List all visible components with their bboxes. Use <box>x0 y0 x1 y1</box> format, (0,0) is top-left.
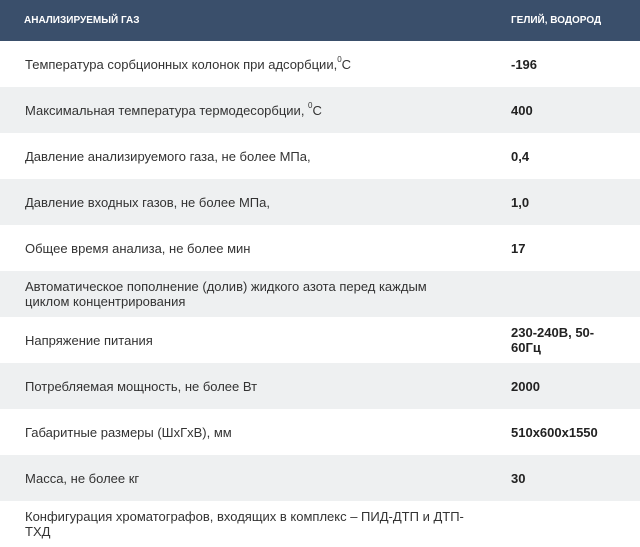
row-value: 17 <box>511 240 526 256</box>
table-header-row <box>0 0 640 41</box>
row-param: Габаритные размеры (ШхГхВ), мм <box>25 424 232 440</box>
row-param: Конфигурация хроматографов, входящих в комплекс – ПИД-ДТП и ДТП-ТХД <box>25 509 464 539</box>
row-param: Максимальная температура термодесорбции, $^0$С <box>25 101 322 118</box>
table-row <box>0 87 640 133</box>
table-row <box>0 363 640 409</box>
table-row <box>0 225 640 271</box>
row-value <box>489 501 640 547</box>
row-param: Давление входных газов, не более МПа, <box>25 194 270 210</box>
table-row <box>0 179 640 225</box>
row-param: Температура сорбционных колонок при адсорбции,$^0$С <box>25 55 352 72</box>
row-param: Автоматическое пополнение (долив) жидкого азота перед каждым циклом концентрирования <box>25 279 427 309</box>
table-row <box>0 41 640 87</box>
row-value <box>489 271 640 317</box>
row-value: 230-240В, 50-60Гц <box>511 325 595 355</box>
row-param: Потребляемая мощность, не более Вт <box>25 378 258 394</box>
row-value: 1,0 <box>511 194 530 210</box>
table-row <box>0 409 640 455</box>
row-param: Масса, не более кг <box>25 470 140 486</box>
row-value: 400 <box>511 102 533 118</box>
table-row <box>0 455 640 501</box>
row-param: Общее время анализа, не более мин <box>25 240 251 256</box>
row-param: Напряжение питания <box>25 332 153 348</box>
table-row <box>0 133 640 179</box>
row-param: Давление анализируемого газа, не более МПа, <box>25 148 311 164</box>
header-param: АНАЛИЗИРУЕМЫЙ ГАЗ <box>0 0 489 41</box>
table-row <box>0 317 640 363</box>
row-value: 510х600х1550 <box>511 424 598 440</box>
row-value: 0,4 <box>511 148 530 164</box>
row-value: -196 <box>511 56 538 72</box>
table-row <box>0 271 640 317</box>
row-value: 30 <box>511 470 526 486</box>
row-value: 2000 <box>511 378 540 394</box>
header-value: ГЕЛИЙ, ВОДОРОД <box>489 0 640 41</box>
table-row <box>0 501 640 547</box>
